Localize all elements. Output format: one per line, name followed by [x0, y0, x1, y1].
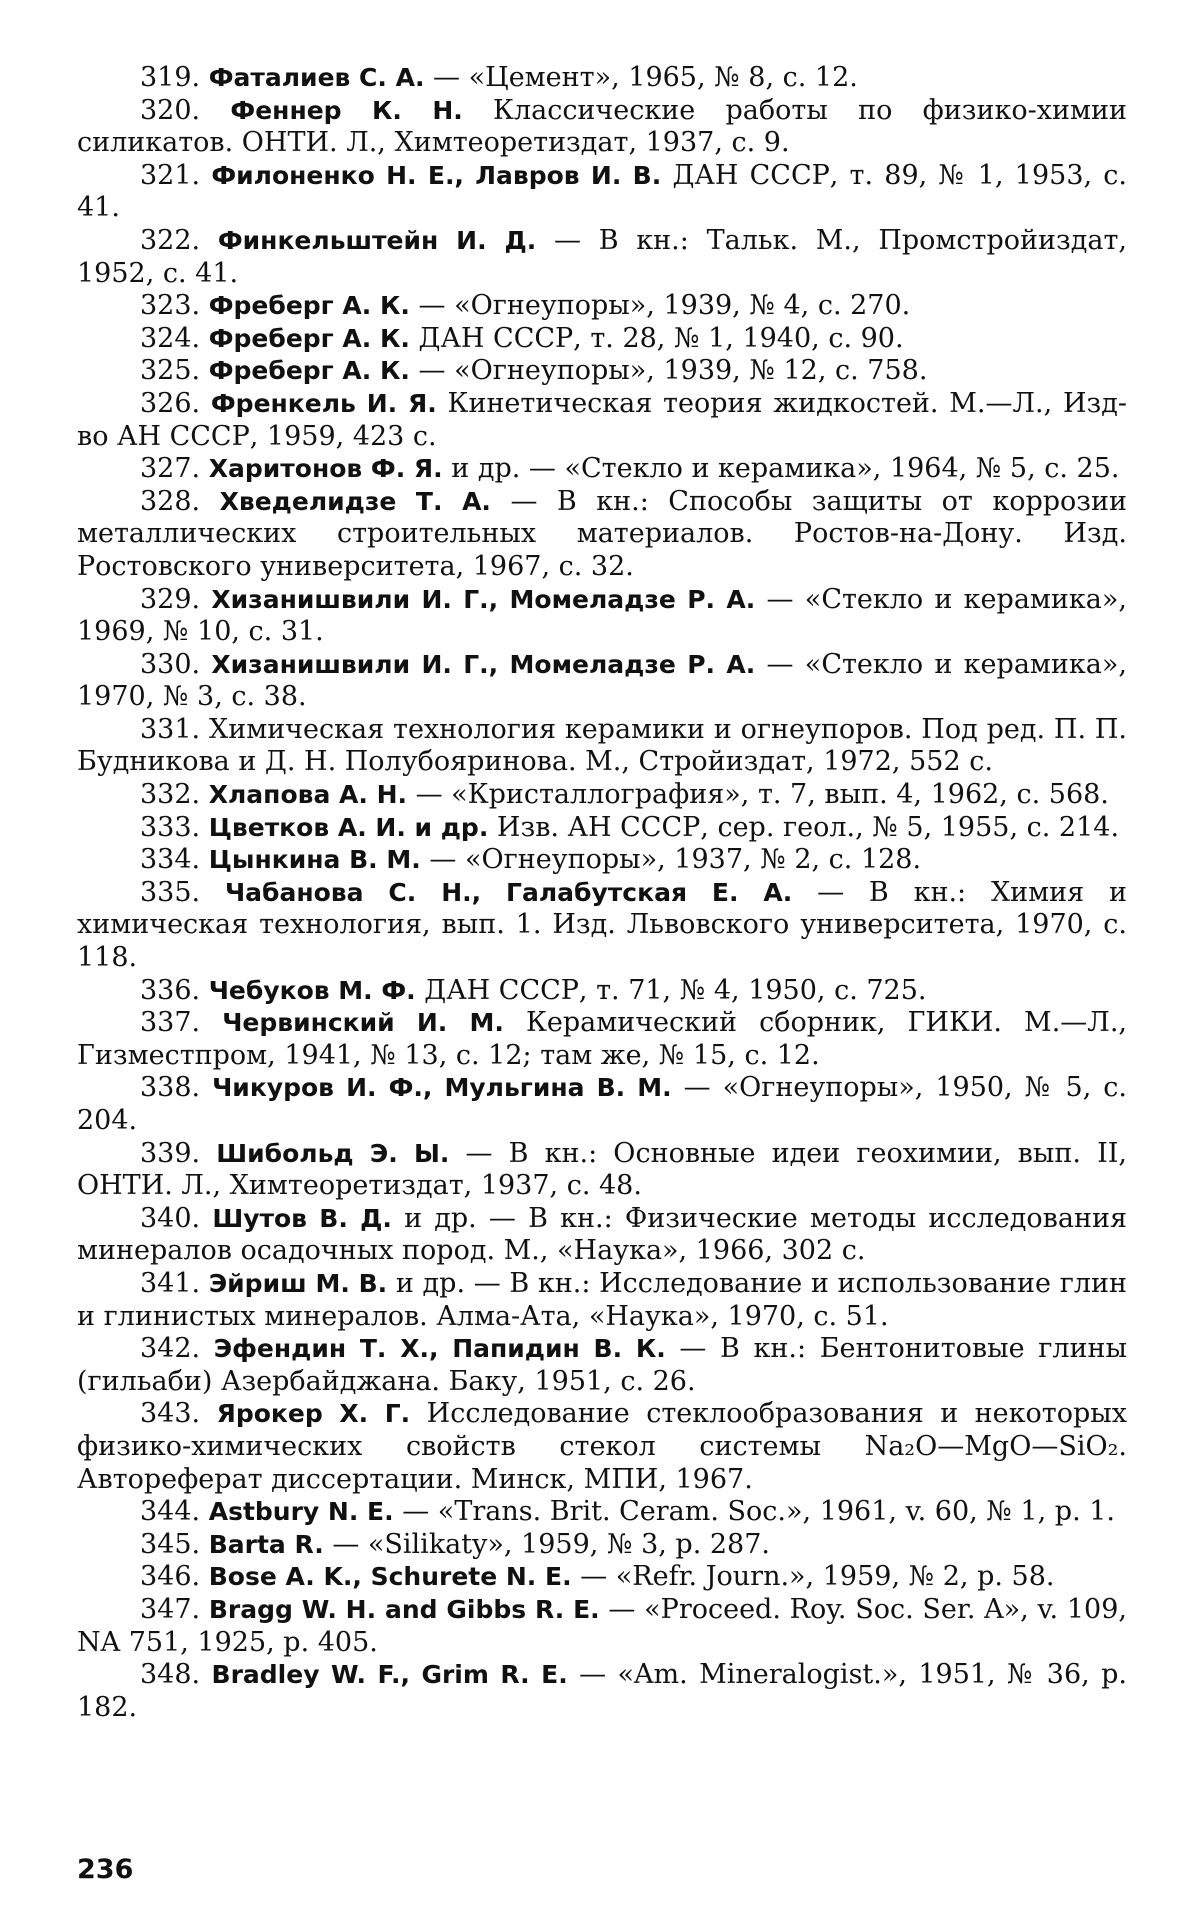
reference-number: 338.	[140, 1072, 201, 1104]
reference-text: — В кн.: Тальк. М., Промстройиздат, 1952, с. 41.	[77, 224, 1127, 289]
reference-authors: Хлапова А. Н.	[208, 780, 407, 810]
reference-text: — В кн.: Бентонитовые глины (гильаби) Азербайджана. Баку, 1951, с. 26.	[77, 1333, 1127, 1397]
reference-text: — «Am. Mineralogist.», 1951, № 36, p. 182.	[77, 1659, 1127, 1723]
reference-authors: Barta R.	[208, 1529, 324, 1559]
reference-entry	[77, 225, 1127, 290]
reference-number: 343.	[140, 1398, 201, 1430]
reference-entry	[77, 388, 1127, 453]
reference-text: — В кн.: Способы защиты от коррозии металлических строительных материалов. Ростов-на-Дону. Изд. Ростовского университета, 1967, с. 32.	[77, 485, 1127, 582]
reference-text: — «Огнеупоры», 1939, № 12, с. 758.	[418, 355, 928, 387]
reference-entry	[77, 1594, 1127, 1659]
reference-authors: Bragg W. H. and Gibbs R. E.	[208, 1594, 600, 1624]
reference-entry	[77, 877, 1127, 975]
reference-entry	[77, 1333, 1127, 1398]
reference-text: Химическая технология керамики и огнеупоров. Под ред. П. П. Будникова и Д. Н. Полубояринова. М., Стройиздат, 1972, 552 с.	[77, 713, 1127, 778]
reference-number: 323.	[140, 290, 201, 322]
reference-authors: Эфендин Т. Х., Папидин В. К.	[213, 1334, 666, 1364]
reference-text: — «Огнеупоры», 1939, № 4, с. 270.	[418, 290, 911, 322]
reference-text: — «Proceed. Roy. Soc. Ser. A», v. 109, NA 751, 1925, p. 405.	[77, 1593, 1127, 1658]
reference-entry	[77, 1496, 1127, 1529]
reference-authors: Френкель И. Я.	[210, 388, 437, 418]
reference-entry	[77, 1007, 1127, 1072]
page-number: 236	[77, 1854, 134, 1885]
reference-entry	[77, 323, 1127, 356]
reference-number: 342.	[140, 1333, 201, 1365]
reference-text: — В кн.: Основные идеи геохимии, вып. II, ОНТИ. Л., Химтеоретиздат, 1937, с. 48.	[77, 1137, 1127, 1202]
reference-authors: Фреберг А. К.	[208, 291, 410, 321]
reference-entry	[77, 812, 1127, 845]
reference-number: 331.	[140, 713, 201, 745]
reference-number: 328.	[140, 485, 201, 517]
reference-entry	[77, 649, 1127, 714]
reference-authors: Чабанова С. Н., Галабутская Е. А.	[224, 877, 793, 907]
reference-entry	[77, 1398, 1127, 1496]
reference-list	[77, 62, 1127, 1724]
reference-number: 337.	[140, 1007, 201, 1039]
reference-entry	[77, 62, 1127, 95]
reference-number: 327.	[140, 453, 201, 485]
reference-number: 334.	[140, 844, 201, 876]
reference-text: — «Цемент», 1965, № 8, с. 12.	[433, 62, 858, 93]
reference-entry	[77, 486, 1127, 584]
reference-text: — «Огнеупоры», 1937, № 2, с. 128.	[429, 844, 922, 876]
reference-number: 332.	[140, 779, 201, 811]
reference-entry	[77, 1203, 1127, 1268]
reference-authors: Цынкина В. М.	[208, 845, 421, 875]
reference-number: 336.	[140, 974, 201, 1006]
reference-number: 325.	[140, 355, 201, 387]
reference-number: 335.	[140, 876, 201, 908]
reference-entry	[77, 290, 1127, 323]
reference-text: Изв. АН СССР, сер. геол., № 5, 1955, с. 214.	[496, 811, 1120, 843]
reference-text: Кинетическая теория жидкостей. М.—Л., Изд-во АН СССР, 1959, 423 с.	[77, 387, 1127, 452]
reference-authors: Фреберг А. К.	[208, 323, 410, 353]
reference-entry	[77, 779, 1127, 812]
reference-authors: Чикуров И. Ф., Мульгина В. М.	[212, 1073, 672, 1103]
reference-entry	[77, 1268, 1127, 1333]
reference-number: 341.	[140, 1267, 201, 1299]
reference-number: 347.	[140, 1593, 201, 1625]
reference-text: ДАН СССР, т. 71, № 4, 1950, с. 725.	[424, 974, 927, 1006]
reference-authors: Эйриш М. В.	[208, 1268, 388, 1298]
reference-entry	[77, 160, 1127, 225]
reference-text: — «Стекло и керамика», 1969, № 10, с. 31.	[77, 583, 1127, 648]
reference-entry	[77, 975, 1127, 1008]
reference-entry	[77, 1659, 1127, 1724]
reference-entry	[77, 844, 1127, 877]
reference-authors: Феннер К. Н.	[230, 95, 463, 125]
reference-authors: Филоненко Н. Е., Лавров И. В.	[211, 160, 662, 190]
reference-authors: Astbury N. E.	[208, 1497, 394, 1527]
reference-text: — «Кристаллография», т. 7, вып. 4, 1962, с. 568.	[415, 779, 1109, 811]
reference-authors: Чебуков М. Ф.	[208, 975, 416, 1005]
reference-entry	[77, 355, 1127, 388]
reference-number: 345.	[140, 1528, 201, 1560]
reference-entry	[77, 714, 1127, 779]
reference-text: — «Огнеупоры», 1950, № 5, с. 204.	[77, 1072, 1127, 1136]
reference-number: 348.	[140, 1659, 201, 1691]
reference-authors: Хведелидзе Т. А.	[219, 486, 491, 516]
reference-number: 330.	[140, 648, 201, 680]
reference-entry	[77, 584, 1127, 649]
reference-text: и др. — В кн.: Исследование и использование глин и глинистых минералов. Алма-Ата, «Наука», 1970, с. 51.	[77, 1267, 1127, 1332]
reference-text: — В кн.: Химия и химическая технология, вып. 1. Изд. Львовского университета, 1970, с. 118.	[77, 876, 1127, 974]
reference-number: 329.	[140, 583, 201, 615]
reference-number: 326.	[140, 387, 201, 419]
reference-text: Классические работы по физико-химии силикатов. ОНТИ. Л., Химтеоретиздат, 1937, с. 9.	[77, 94, 1127, 159]
reference-number: 321.	[140, 159, 201, 191]
reference-authors: Bradley W. F., Grim R. E.	[211, 1660, 568, 1690]
reference-number: 333.	[140, 811, 201, 843]
reference-authors: Финкельштейн И. Д.	[217, 225, 537, 255]
reference-authors: Шутов В. Д.	[212, 1203, 392, 1233]
reference-text: и др. — В кн.: Физические методы исследования минералов осадочных пород. М., «Наука», 1966, 302 с.	[77, 1202, 1127, 1267]
reference-text: ДАН СССР, т. 89, № 1, 1953, с. 41.	[77, 159, 1127, 224]
reference-number: 346.	[140, 1561, 201, 1593]
reference-text: — «Refr. Journ.», 1959, № 2, p. 58.	[580, 1561, 1055, 1593]
reference-entry	[77, 453, 1127, 486]
reference-number: 322.	[140, 224, 201, 256]
reference-entry	[77, 1561, 1127, 1594]
reference-text: Керамический сборник, ГИКИ. М.—Л., Гизместпром, 1941, № 13, с. 12; там же, № 15, с. 12.	[77, 1007, 1127, 1071]
reference-text: — «Стекло и керамика», 1970, № 3, с. 38.	[77, 648, 1127, 713]
reference-authors: Ярокер Х. Г.	[216, 1399, 411, 1429]
reference-number: 344.	[140, 1496, 201, 1528]
reference-entry	[77, 1529, 1127, 1562]
reference-entry	[77, 1138, 1127, 1203]
reference-authors: Фаталиев С. А.	[208, 63, 425, 92]
reference-number: 339.	[140, 1137, 201, 1169]
reference-number: 320.	[140, 94, 201, 126]
reference-authors: Шибольд Э. Ы.	[216, 1138, 450, 1168]
reference-authors: Хизанишвили И. Г., Момеладзе Р. А.	[211, 649, 756, 679]
reference-authors: Червинский И. М.	[222, 1008, 504, 1038]
reference-text: и др. — «Стекло и керамика», 1964, № 5, с. 25.	[451, 453, 1120, 485]
reference-number: 324.	[140, 322, 201, 354]
reference-number: 340.	[140, 1202, 201, 1234]
reference-authors: Цветков А. И. и др.	[208, 812, 489, 842]
reference-text: — «Trans. Brit. Ceram. Soc.», 1961, v. 60, № 1, p. 1.	[402, 1496, 1115, 1528]
reference-authors: Хизанишвили И. Г., Момеладзе Р. А.	[211, 584, 756, 614]
reference-text: Исследование стеклообразования и некоторых физико-химических свойств стекол системы Na₂O—MgO—SiO₂. Автореферат диссертации. Минск, МПИ, 1967.	[77, 1398, 1127, 1495]
reference-text: — «Silikaty», 1959, № 3, p. 287.	[332, 1528, 770, 1560]
reference-authors: Bose A. K., Schurete N. E.	[208, 1562, 572, 1592]
reference-number: 319.	[140, 62, 201, 93]
reference-authors: Фреберг А. К.	[208, 356, 410, 386]
reference-entry	[77, 1072, 1127, 1137]
reference-authors: Харитонов Ф. Я.	[208, 454, 443, 484]
reference-text: ДАН СССР, т. 28, № 1, 1940, с. 90.	[418, 322, 904, 354]
reference-entry	[77, 95, 1127, 160]
